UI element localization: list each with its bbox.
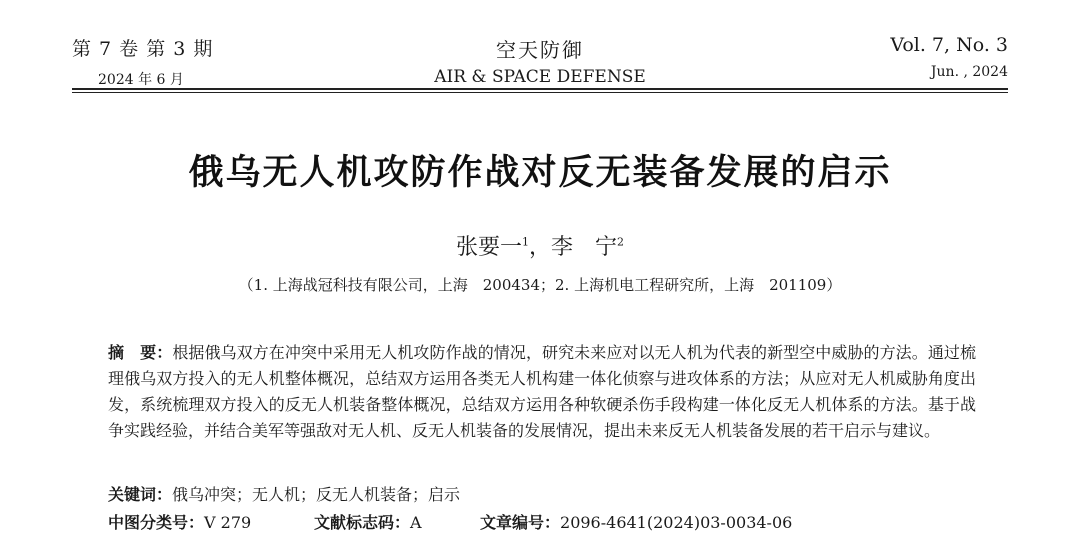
author-1-affiliation-mark: 1	[521, 235, 529, 249]
clc-label: 中图分类号：	[108, 513, 205, 532]
volume-issue-en: Vol. 7, No. 3	[890, 34, 1008, 56]
document-code-value: A	[410, 513, 422, 532]
document-code	[314, 510, 422, 533]
document-code-label: 文献标志码：	[314, 513, 411, 532]
keywords-text: 俄乌冲突；无人机；反无人机装备；启示	[172, 485, 461, 504]
header-rule-thick	[72, 88, 1008, 90]
date-en: Jun. , 2024	[930, 64, 1008, 80]
volume-issue-cn: 第 7 卷 第 3 期	[72, 38, 214, 60]
author-1: 张要一	[455, 235, 522, 260]
article-number	[480, 510, 792, 533]
abstract	[108, 340, 976, 444]
journal-name-cn: 空天防御	[496, 38, 584, 62]
clc-number	[108, 510, 251, 533]
keywords-label: 关键词：	[108, 485, 173, 504]
journal-name-en: AIR & SPACE DEFENSE	[434, 67, 646, 87]
article-number-label: 文章编号：	[480, 513, 561, 532]
header-right	[890, 34, 1008, 80]
abstract-label: 摘 要：	[108, 343, 173, 362]
article-number-value: 2096-4641(2024)03-0034-06	[560, 513, 793, 532]
header-rule-thin	[72, 92, 1008, 93]
author-2: 李 宁	[551, 235, 618, 260]
author-2-affiliation-mark: 2	[617, 235, 625, 249]
author-line	[0, 230, 1080, 261]
clc-value: V 279	[204, 513, 252, 532]
article-title: 俄乌无人机攻防作战对反无装备发展的启示	[188, 153, 892, 193]
affiliations: （1. 上海战冠科技有限公司，上海 200434；2. 上海机电工程研究所，上海 201109）	[238, 276, 842, 294]
date-cn: 2024 年 6 月	[98, 72, 184, 88]
author-separator: ，	[528, 235, 551, 260]
keywords	[108, 482, 460, 505]
abstract-text: 根据俄乌双方在冲突中采用无人机攻防作战的情况，研究未来应对以无人机为代表的新型空中威胁的方法。通过梳理俄乌双方投入的无人机整体概况，总结双方运用各类无人机构建一体化侦察与进攻体系的方法；从应对无人机威胁角度出发，系统梳理双方投入的反无人机装备整体概况，总结双方运用各种软硬杀伤手段构建一体化反无人机体系的方法。基于战争实践经验，并结合美军等强敌对无人机、反无人机装备的发展情况，提出未来反无人机装备发展的若干启示与建议。	[108, 343, 976, 440]
